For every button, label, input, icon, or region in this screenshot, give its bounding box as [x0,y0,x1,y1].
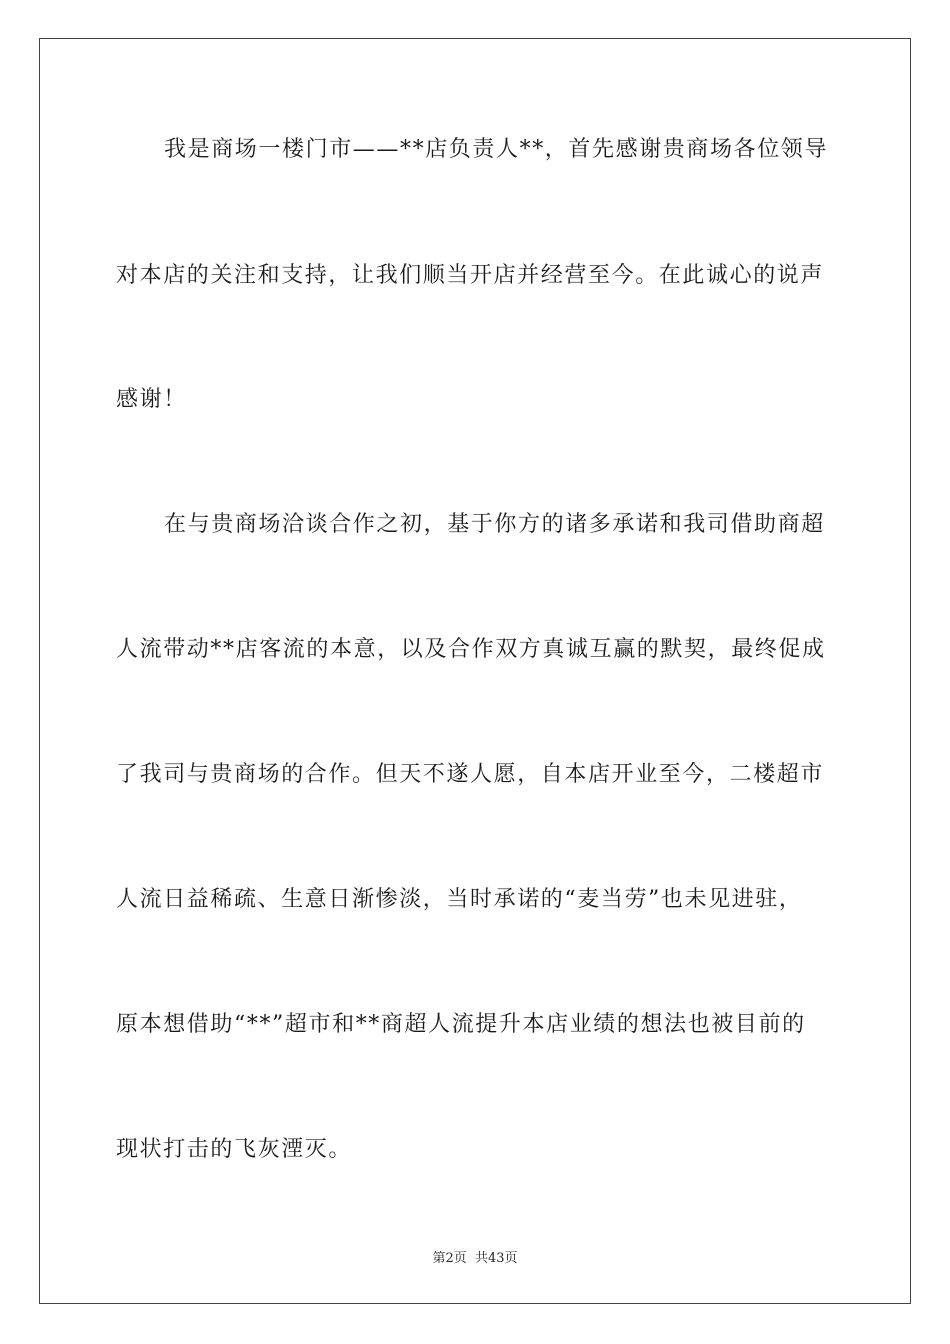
page-number: 第2页 [432,1251,467,1266]
paragraph-line: 对本店的关注和支持，让我们顺当开店并经营至今。在此诚心的说声 [116,263,825,288]
paragraph-line: 现状打击的飞灰湮灭。 [116,1137,353,1162]
paragraph-line: 我是商场一楼门市——**店负责人**，首先感谢贵商场各位领导 [164,137,829,162]
page-border [39,38,911,1304]
page-footer [0,1247,950,1266]
paragraph-line: 了我司与贵商场的合作。但天不遂人愿，自本店开业至今，二楼超市 [116,762,825,787]
paragraph-line: 人流日益稀疏、生意日渐惨淡，当时承诺的“麦当劳”也未见进驻， [116,887,803,912]
paragraph-line: 原本想借助“**”超市和**商超人流提升本店业绩的想法也被目前的 [116,1012,806,1037]
paragraph-line: 在与贵商场洽谈合作之初，基于你方的诸多承诺和我司借助商超 [164,512,825,537]
paragraph-line: 感谢！ [116,387,187,412]
paragraph-line: 人流带动**店客流的本意，以及合作双方真诚互赢的默契，最终促成 [116,637,826,662]
total-pages: 共43页 [474,1251,518,1266]
